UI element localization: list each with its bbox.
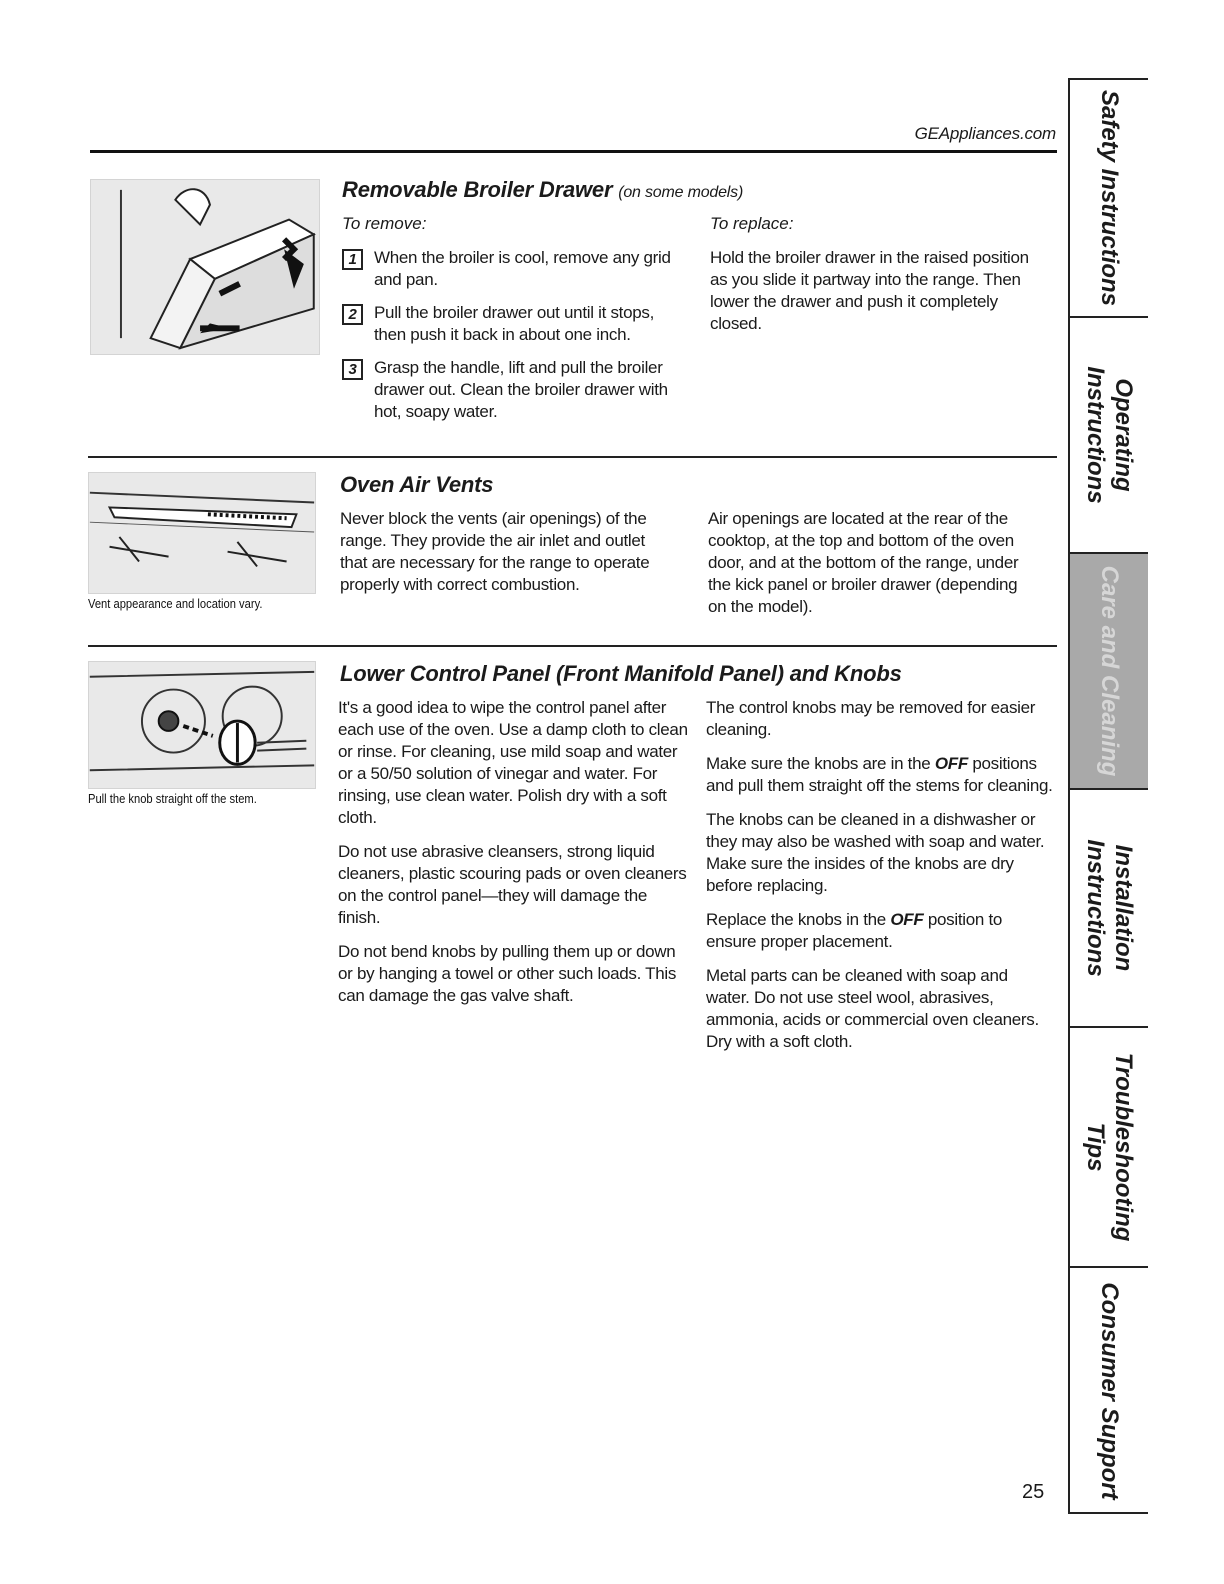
knob-caption: Pull the knob straight off the stem. [88, 791, 257, 806]
section-divider-2 [88, 645, 1057, 647]
tab-safety-instructions[interactable]: Safety Instructions [1070, 80, 1148, 318]
step-text-3: Grasp the handle, lift and pull the broiler drawer out. Clean the broiler drawer with hot, soapy water. [374, 358, 668, 421]
step-number-1: 1 [342, 249, 363, 270]
panel-right-paragraph-1: The control knobs may be removed for easier cleaning. [706, 698, 1036, 739]
step-number-2: 2 [342, 304, 363, 325]
tab-care-and-cleaning[interactable]: Care and Cleaning [1070, 554, 1148, 790]
panel-right-paragraph-4: Replace the knobs in the OFF position to ensure proper placement. [706, 910, 1003, 951]
panel-section-title: Lower Control Panel (Front Manifold Panel) and Knobs [340, 661, 902, 686]
to-remove-label: To remove: [342, 214, 427, 233]
panel-left-paragraph-1: It's a good idea to wipe the control panel after each use of the oven. Use a damp cloth to clean or rinse. For cleaning, use mild soap and water or a 50/50 solution of vinegar and water. For rinsing, use clean water. Polish dry with a soft cloth. [338, 698, 688, 827]
site-url: GEAppliances.com [914, 124, 1056, 143]
section-divider-1 [88, 456, 1057, 458]
panel-right-paragraph-2: Make sure the knobs are in the OFF positions and pull them straight off the stems for cleaning. [706, 754, 1053, 795]
broiler-section-title: Removable Broiler Drawer (on some models) [342, 177, 744, 202]
broiler-step-2 [342, 302, 672, 346]
off-label: OFF [934, 754, 968, 773]
tab-consumer-support[interactable]: Consumer Support [1096, 1282, 1123, 1500]
panel-left-paragraph-2: Do not use abrasive cleansers, strong liquid cleaners, plastic scouring pads or oven cleaners on the control panel—they will damage the finish. [338, 842, 687, 927]
vents-left-text: Never block the vents (air openings) of the range. They provide the air inlet and outlet that are necessary for the range to operate properly with correct combustion. [340, 509, 650, 594]
vents-section-title: Oven Air Vents [340, 472, 494, 497]
panel-left-column [338, 697, 688, 1019]
tab-operating-instructions[interactable]: Operating Instructions [1070, 318, 1148, 554]
step-text-1: When the broiler is cool, remove any grid and pan. [374, 248, 671, 289]
broiler-drawer-drawing [91, 180, 319, 354]
broiler-step-1 [342, 247, 692, 291]
control-knob-illustration [88, 661, 316, 789]
vent-caption: Vent appearance and location vary. [88, 596, 263, 611]
tab-installation-instructions[interactable]: Installation Instructions [1070, 790, 1148, 1028]
tab-troubleshooting-tips[interactable]: Troubleshooting Tips [1070, 1028, 1148, 1268]
broiler-replace-text: Hold the broiler drawer in the raised position as you slide it partway into the range. Then lower the drawer and push it completely closed. [710, 248, 1029, 333]
header-rule [90, 150, 1057, 153]
panel-left-paragraph-3: Do not bend knobs by pulling them up or down or by hanging a towel or other such loads. This can damage the gas valve shaft. [338, 942, 677, 1005]
oven-vent-illustration [88, 472, 316, 594]
step-text-2: Pull the broiler drawer out until it stops, then push it back in about one inch. [374, 303, 655, 344]
panel-right-paragraph-5: Metal parts can be cleaned with soap and water. Do not use steel wool, abrasives, ammonia, acids or commercial oven cleaners. Dry with a soft cloth. [706, 966, 1039, 1051]
to-replace-label: To replace: [710, 214, 794, 233]
panel-right-column [706, 697, 1054, 1065]
broiler-step-3 [342, 357, 692, 423]
oven-vent-drawing [89, 473, 315, 593]
step-number-3: 3 [342, 359, 363, 380]
off-label: OFF [890, 910, 924, 929]
section-tabs [1068, 78, 1148, 1514]
control-knob-drawing [89, 662, 315, 788]
broiler-drawer-illustration [90, 179, 320, 355]
panel-right-paragraph-3: The knobs can be cleaned in a dishwasher or they may also be washed with soap and water. Make sure the insides of the knobs are dry before replacing. [706, 810, 1045, 895]
page-number: 25 [1022, 1481, 1045, 1503]
vents-right-text: Air openings are located at the rear of the cooktop, at the top and bottom of the oven door, and at the bottom of the range, under the kick panel or broiler drawer (depending on the model). [708, 509, 1019, 616]
